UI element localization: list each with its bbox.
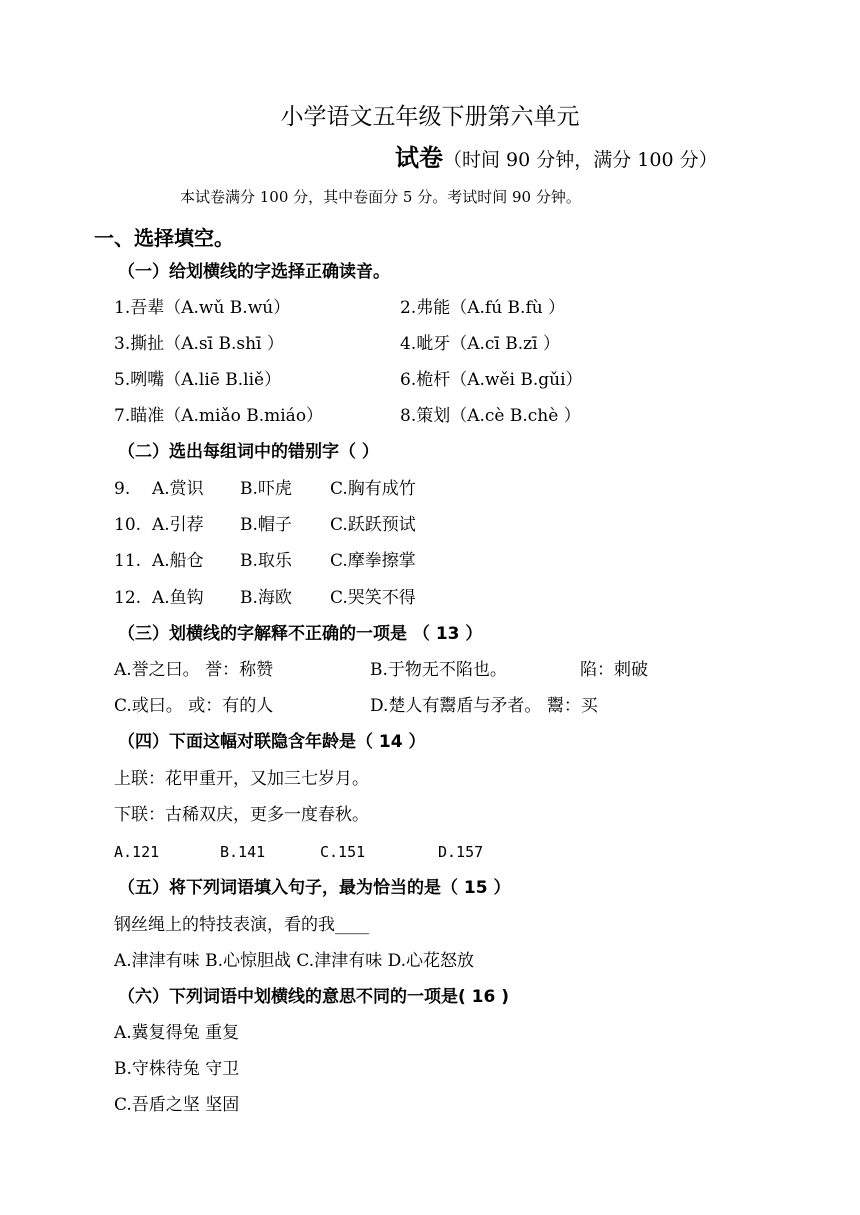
q2-option: A.赏识 xyxy=(152,479,204,499)
q2-option: A.鱼钩 xyxy=(152,588,204,608)
section-heading: 一、选择填空。 xyxy=(94,226,234,250)
q2-option: B.帽子 xyxy=(240,515,292,535)
q3-heading: （三）划横线的字解释不正确的一项是 （ 13 ） xyxy=(118,624,483,644)
q1-item: 1.吾辈（A.wǔ B.wú） xyxy=(114,298,291,318)
q1-item: 5.咧嘴（A.liē B.liě） xyxy=(114,370,282,390)
q1-item: 8.策划（A.cè B.chè ） xyxy=(400,406,581,426)
q3-option-d: D.楚人有鬻盾与矛者。 鬻：买 xyxy=(370,696,598,716)
q3-option-b-explain: 陷：刺破 xyxy=(580,660,648,680)
q6-item: C.吾盾之坚 坚固 xyxy=(114,1095,240,1115)
subtitle-note: （时间 90 分钟，满分 100 分） xyxy=(443,149,718,171)
q2-option: C.哭笑不得 xyxy=(330,588,416,608)
q4-option: D.157 xyxy=(438,843,484,861)
page-subtitle xyxy=(395,143,718,172)
q2-option: A.船仓 xyxy=(152,551,204,571)
q4-option: B.141 xyxy=(220,843,266,861)
intro-text: 本试卷满分 100 分，其中卷面分 5 分。考试时间 90 分钟。 xyxy=(180,188,581,206)
q2-option: A.引荐 xyxy=(152,515,204,535)
q2-heading: （二）选出每组词中的错别字（ ） xyxy=(118,442,379,462)
q1-item: 6.桅杆（A.wěi B.gǔi） xyxy=(400,370,583,390)
q3-option-a: A.誉之曰。 誉：称赞 xyxy=(114,660,274,680)
q6-item: A.冀复得兔 重复 xyxy=(114,1023,240,1043)
q1-item: 3.撕扯（A.sī B.shī ） xyxy=(114,334,284,354)
couplet-lower: 下联：古稀双庆，更多一度春秋。 xyxy=(114,805,369,825)
q2-option: B.取乐 xyxy=(240,551,292,571)
q1-heading: （一）给划横线的字选择正确读音。 xyxy=(118,262,390,282)
q1-item: 4.呲牙（A.cī B.zī ） xyxy=(400,334,560,354)
q6-heading: （六）下列词语中划横线的意思不同的一项是( 16 ) xyxy=(118,987,510,1007)
q4-heading: （四）下面这幅对联隐含年龄是（ 14 ） xyxy=(118,732,426,752)
q5-heading: （五）将下列词语填入句子，最为恰当的是（ 15 ） xyxy=(118,878,511,898)
subtitle-main: 试卷 xyxy=(395,143,443,172)
q6-item: B.守株待兔 守卫 xyxy=(114,1059,240,1079)
couplet-upper: 上联：花甲重开，又加三七岁月。 xyxy=(114,769,369,789)
q2-option: C.胸有成竹 xyxy=(330,479,416,499)
page-title: 小学语文五年级下册第六单元 xyxy=(280,104,580,130)
q4-option: A.121 xyxy=(114,843,160,861)
q2-option: B.吓虎 xyxy=(240,479,292,499)
q2-num: 10. xyxy=(114,515,142,535)
q5-sentence: 钢丝绳上的特技表演，看的我____ xyxy=(114,915,369,935)
q3-option-c: C.或曰。 或：有的人 xyxy=(114,696,274,716)
q5-options: A.津津有味 B.心惊胆战 C.津津有味 D.心花怒放 xyxy=(114,951,475,971)
q2-num: 11. xyxy=(114,551,142,571)
q2-num: 12. xyxy=(114,588,142,608)
q1-item: 2.弗能（A.fú B.fù ） xyxy=(400,298,566,318)
q4-option: C.151 xyxy=(320,843,366,861)
q2-option: C.跃跃预试 xyxy=(330,515,416,535)
q2-option: C.摩拳擦掌 xyxy=(330,551,416,571)
q2-option: B.海欧 xyxy=(240,588,292,608)
q3-option-b: B.于物无不陷也。 xyxy=(370,660,507,680)
q1-item: 7.瞄准（A.miǎo B.miáo） xyxy=(114,406,324,426)
q2-num: 9. xyxy=(114,479,131,499)
